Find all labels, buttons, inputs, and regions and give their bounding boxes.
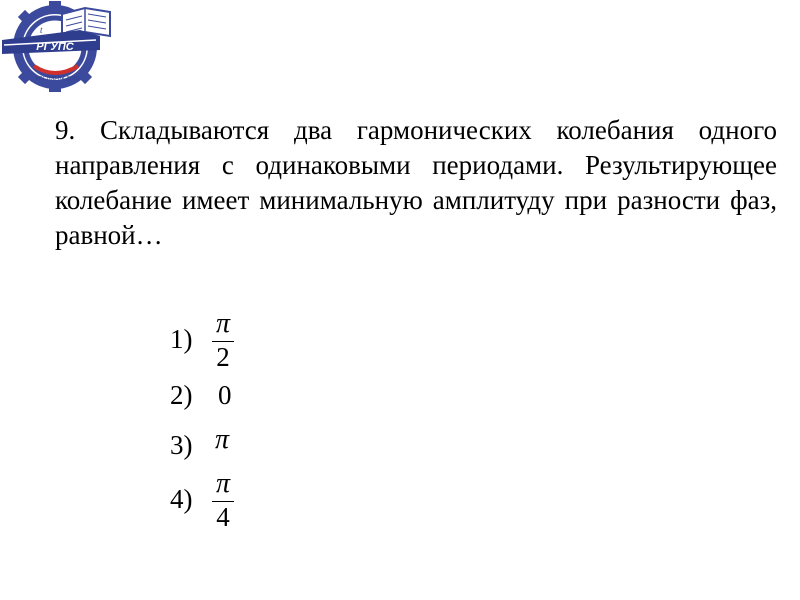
fraction-denominator: 2 bbox=[216, 342, 230, 372]
answer-number: 2) bbox=[170, 380, 193, 410]
answer-value: π bbox=[215, 424, 230, 455]
answer-option-4 bbox=[170, 466, 370, 532]
logo-text: РГУПС bbox=[36, 41, 74, 53]
logo-ring-text: РОСТОВ-НА-ДОНУ bbox=[35, 76, 81, 82]
answer-number: 3) bbox=[170, 430, 193, 460]
fraction-denominator: 4 bbox=[216, 502, 230, 532]
fraction-numerator: π bbox=[215, 308, 231, 339]
answer-option-1 bbox=[170, 306, 370, 372]
logo-emblem-icon bbox=[0, 0, 116, 92]
fraction-numerator: π bbox=[215, 468, 231, 499]
answer-number: 4) bbox=[170, 484, 193, 514]
svg-text:t: t bbox=[40, 25, 43, 35]
question-text: 9. Складываются два гармонических колебания одного направления с одинаковыми периодами. Результирующее колебание имеет минимальную амплитуду при разности фаз, равной… bbox=[55, 115, 777, 250]
answer-number: 1) bbox=[170, 324, 193, 354]
university-logo bbox=[0, 0, 116, 92]
answer-value: 0 bbox=[218, 380, 232, 410]
